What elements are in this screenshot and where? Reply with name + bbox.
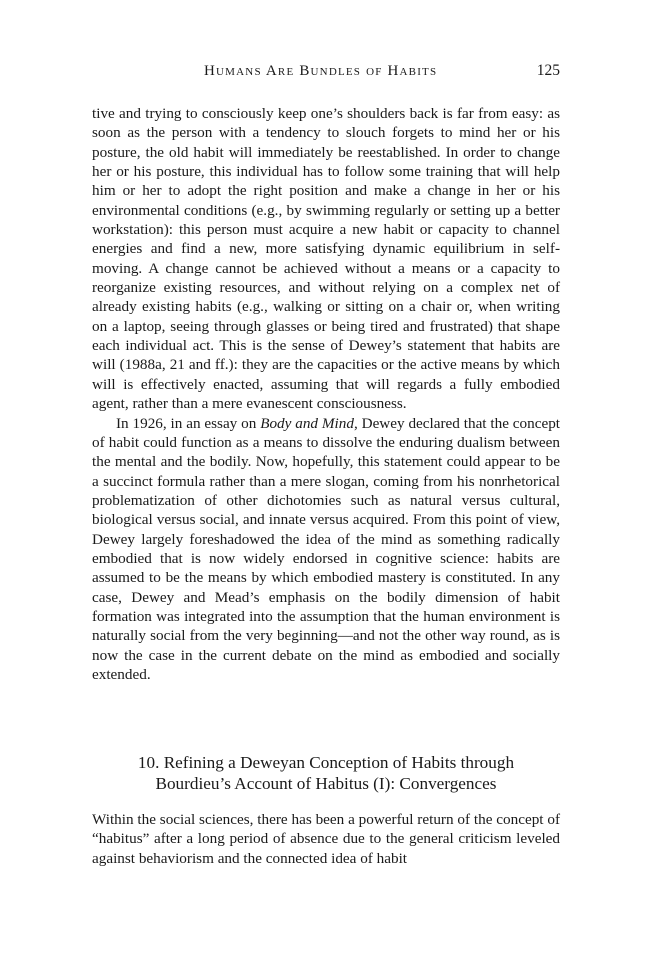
paragraph-habitus: Within the social sciences, there has been a powerful return of the concept of “habitus” after a long period of absence due to the general criticism leveled against behaviorism and the connected idea of habit bbox=[92, 811, 560, 867]
section-heading-line-2: Bourdieu’s Account of Habitus (I): Convergences bbox=[155, 774, 497, 793]
paragraph-body-and-mind bbox=[92, 414, 560, 685]
running-head bbox=[92, 61, 560, 81]
paragraph-text-rest: , Dewey declared that the concept of habit could function as a means to dissolve the enduring dualism between the mental and the bodily. Now, hopefully, this statement could appear to be a succinct formula rather than a mere slogan, coming from his nonrhetorical problematization of other dichotomies such as natural versus cultural, biological versus social, and innate versus acquired. From this point of view, Dewey largely foreshadowed the idea of the mind as something radically embodied that is now widely endorsed in cognitive science: habits are assumed to be the means by which embodied mastery is constituted. In any case, Dewey and Mead’s emphasis on the bodily dimension of habit formation was integrated into the assumption that the human environment is naturally social from the very beginning—and not the other way round, as is now the case in the current debate on the mind as embodied and socially extended. bbox=[92, 414, 561, 683]
paragraph-text-lead: In 1926, in an essay on bbox=[116, 414, 261, 432]
italic-title-body-and-mind: Body and Mind bbox=[260, 414, 354, 432]
running-head-title: Humans Are Bundles of Habits bbox=[204, 63, 438, 79]
section-heading-line-1: 10. Refining a Deweyan Conception of Habits through bbox=[137, 753, 515, 772]
page-number: 125 bbox=[536, 62, 560, 79]
section-heading bbox=[92, 752, 560, 794]
paragraph-continuation: tive and trying to consciously keep one’s shoulders back is far from easy: as soon as the person with a tendency to slouch forgets to mind her or his posture, the old habit will immediately be reestablished. In order to change her or his posture, this individual has to follow some training that will help him or her to adopt the right position and make a change in her or his environmental conditions (e.g., by swimming regularly or setting up a better workstation): this person must acquire a new habit or capacity to channel energies and find a new, more satisfying dynamic equilibrium in self-moving. A change cannot be achieved without a means or a capacity to reorganize existing resources, and without relying on a complex net of already existing habits (e.g., walking or sitting on a chair or, when writing on a laptop, seeing through glasses or being tired and frustrated) that shape each individual act. This is the sense of Dewey’s statement that habits are will (1988a, 21 and ff.): they are the capacities or the active means by which will is effectively enacted, assuming that will regards a fully embodied agent, rather than a mere evanescent consciousness. bbox=[92, 105, 560, 413]
body-text bbox=[92, 104, 560, 684]
section-body bbox=[92, 810, 560, 868]
